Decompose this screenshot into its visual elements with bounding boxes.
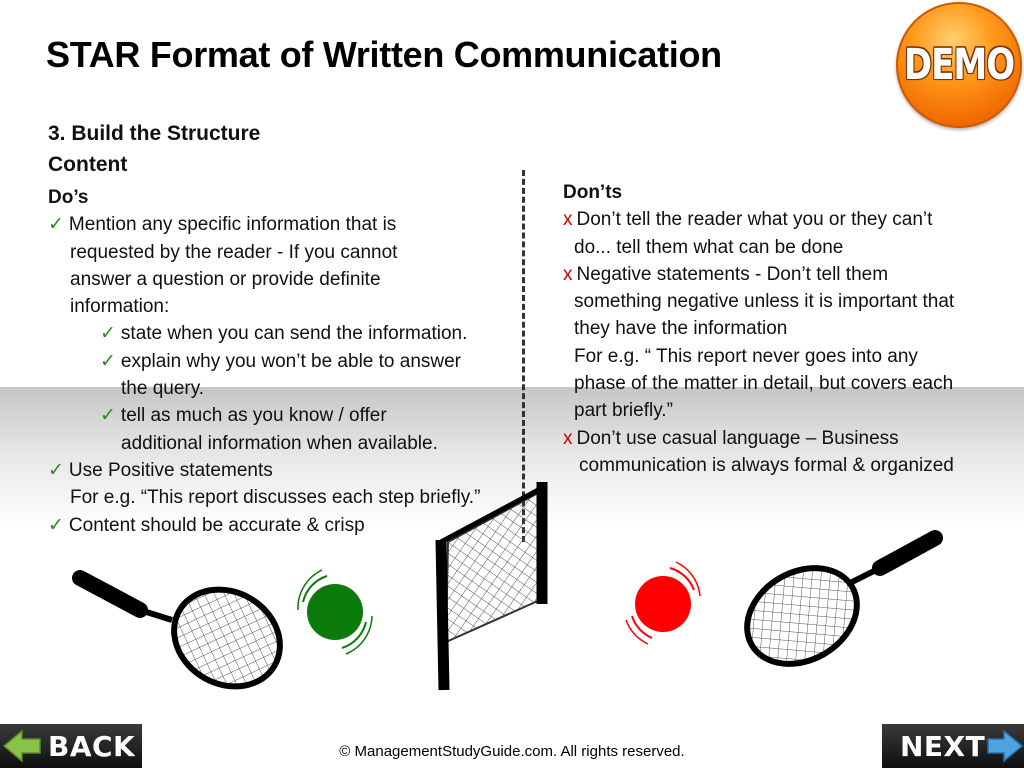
net-icon [441,482,542,690]
donts-item-3 [563,425,1013,452]
donts-item-1-line-2: do... tell them what can be done [574,236,844,258]
check-icon: ✓ [48,514,64,536]
donts-item-1 [563,206,1013,233]
badminton-scene [0,470,1024,700]
dos-item-1-line-1: Mention any specific information that is [68,214,397,236]
right-arrow-icon [986,729,1024,763]
section-heading-line1: 3. Build the Structure [48,122,261,145]
donts-item-2-line-6: part briefly.” [574,400,673,422]
donts-item-3-line-2: communication is always formal & organized [579,454,954,476]
dos-item-2-line-1: Use Positive statements [68,459,273,481]
dos-item-2-line-2: For e.g. “This report discusses each step briefly.” [70,487,481,509]
dos-item-1-line-4: information: [70,296,170,318]
check-icon: ✓ [48,459,64,481]
donts-item-2-line-1: Negative statements - Don’t tell them [576,263,889,285]
check-icon: ✓ [100,323,116,345]
copyright-footer: © ManagementStudyGuide.com. All rights reserved. [339,743,685,760]
x-mark-icon: x [563,209,573,231]
page-title: STAR Format of Written Communication [46,34,722,75]
dos-subitem-1 [48,320,528,347]
dos-subitem-1-line-1: state when you can send the information. [120,323,468,345]
dos-subitem-3-line-2: additional information when available. [121,432,438,454]
dos-subitem-2-line-1: explain why you won’t be able to answer [120,350,462,372]
donts-item-2-line-5: phase of the matter in detail, but covers each [574,373,954,395]
donts-item-2-line-2: something negative unless it is important that [574,291,955,313]
green-ball-icon [298,570,372,654]
red-ball-icon [626,562,700,644]
dos-item-1-line-2: requested by the reader - If you cannot [70,241,398,263]
donts-item-3-line-1: Don’t use casual language – Business [576,427,899,449]
donts-item-2-line-4: For e.g. “ This report never goes into any [574,345,918,367]
next-button-label: NEXT [900,729,986,763]
dos-heading: Do’s [48,187,89,208]
dos-item-1-line-3: answer a question or provide definite [70,268,381,290]
x-mark-icon: x [563,427,573,449]
dos-subitem-2 [48,348,528,375]
check-icon: ✓ [100,350,116,372]
dos-subitem-3-line-1: tell as much as you know / offer [120,405,387,427]
demo-badge-label: DEMO [903,40,1015,90]
donts-item-2-line-3: they have the information [574,318,788,340]
donts-item-1-line-1: Don’t tell the reader what you or they can’t [576,209,933,231]
left-racket-icon [80,571,298,700]
check-icon: ✓ [100,405,116,427]
dos-subitem-2-line-2: the query. [121,378,205,400]
x-mark-icon: x [563,263,573,285]
section-heading [48,118,260,180]
dos-item-3-line-1: Content should be accurate & crisp [68,514,365,536]
demo-badge [896,2,1022,128]
dos-subitem-3 [48,402,528,429]
donts-heading: Don’ts [563,182,623,203]
donts-item-2 [563,261,1013,288]
check-icon: ✓ [48,214,64,236]
section-heading-line2: Content [48,153,128,176]
back-button-label: BACK [48,729,136,763]
dos-item-1 [48,211,528,238]
donts-column [563,179,1013,479]
right-racket-icon [730,538,935,683]
next-button[interactable] [882,724,1024,768]
